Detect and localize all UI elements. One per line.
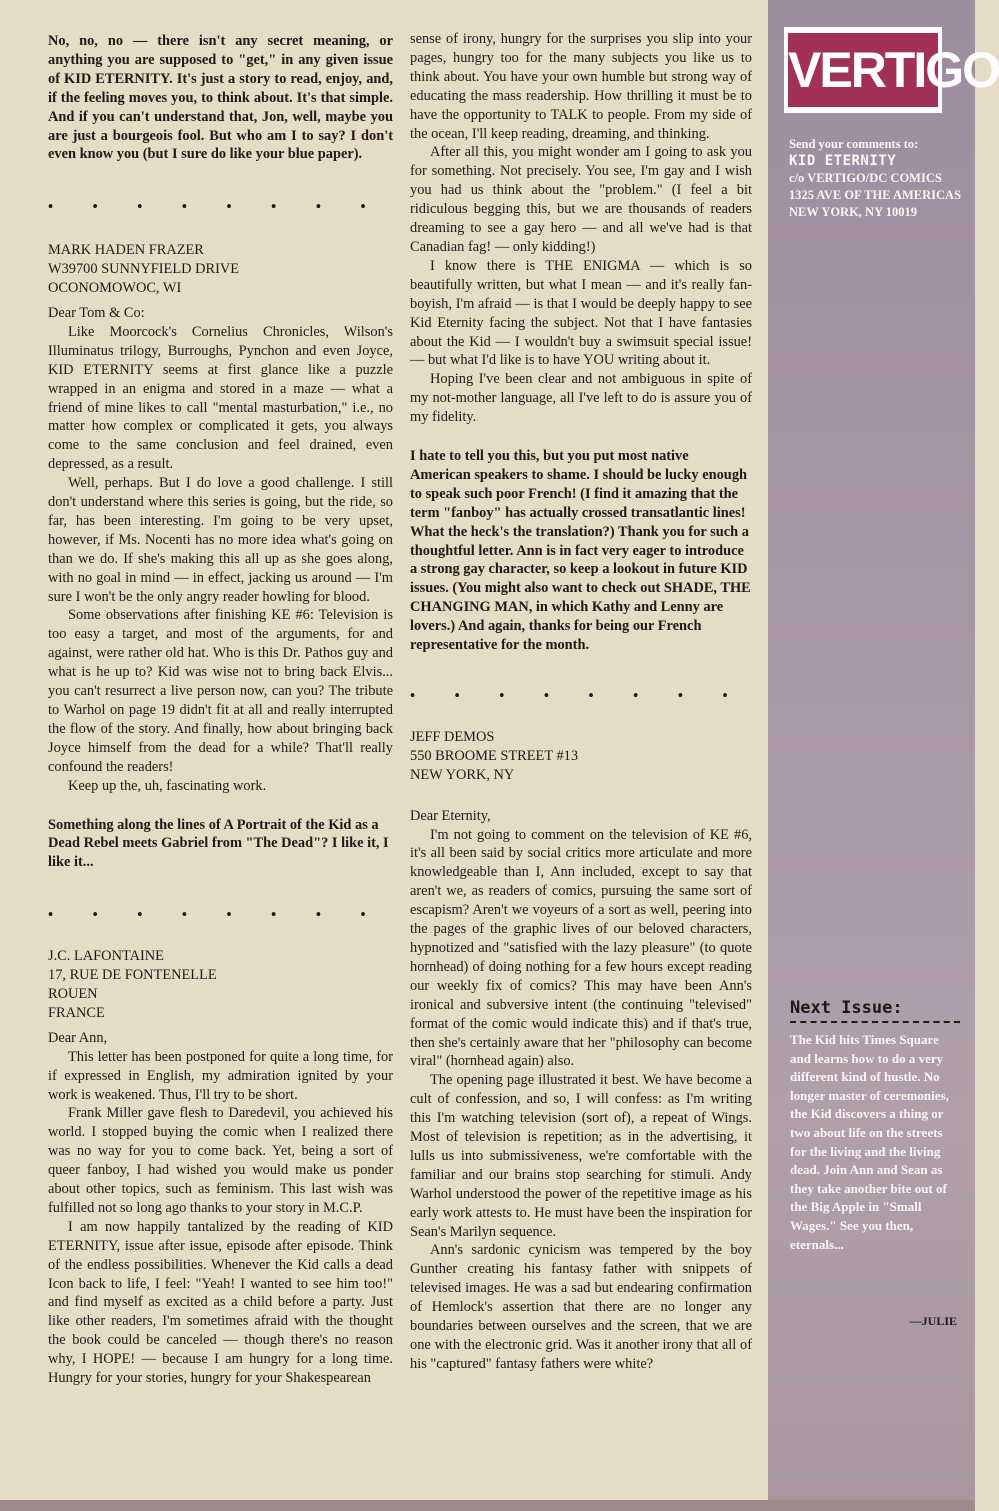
letter-paragraph: Well, perhaps. But I do love a good challenge. I still don't understand where this series is going, but the ride, so far, has been interesting. I'm going to be very upset, however, if Ms. Nocenti has no more idea what's going on than we do. If she's making this all up as she goes along, with no goal in mind — in effect, jacking us around — I'm sure I won't be the only angry reader howling for blood.: [48, 475, 393, 605]
letter-paragraph: This letter has been postponed for quite a long time, for if expressed in English, my admiration ignited by your work is weakened. Thus, I'll try to be short.: [48, 1048, 393, 1103]
letter-address: 550 BROOME STREET #13: [410, 747, 579, 764]
column-right: [410, 30, 752, 1374]
letter-paragraph: Frank Miller gave flesh to Daredevil, you achieved his world. I stopped buying the comic when I realized there was no way for you to come back. Yet, being a sort of queer fanboy, I had wished you would make us ponder about other topics, such as feminism. This last wish was fulfilled not so long ago thanks to your story in M.C.P.: [48, 1105, 393, 1216]
send-line: c/o VERTIGO/DC COMICS: [789, 171, 942, 185]
letter-author: JEFF DEMOS: [410, 728, 495, 745]
editor-signoff: —JULIE: [909, 1314, 957, 1328]
letter-paragraph: Hoping I've been clear and not ambiguous in spite of my not-mother language, all I've left to do is assure you of my fidelity.: [410, 371, 752, 426]
letter-paragraph: Keep up the, uh, fascinating work.: [68, 777, 267, 794]
separator-dots: • • • • • • • •: [410, 688, 746, 704]
letter-paragraph: Some observations after finishing KE #6: Television is too easy a target, and most of the arguments, for and against, were rather old hat. Who is this Dr. Pathos guy and what is he up to? Kid was wise not to bring back Elvis... you can't resurrect a live person now, can you? The tribute to Warhol on page 19 didn't fit at all and really interrupted the flow of the story. And finally, how about bringing back Joyce himself from the dead for a while? That'll really confound the readers!: [48, 607, 393, 775]
separator-dots: • • • • • • • •: [48, 907, 384, 924]
vertigo-logo: [784, 27, 999, 113]
column-left: [48, 32, 393, 1388]
separator-dots: • • • • • • • •: [48, 199, 384, 216]
sidebar-panel: [768, 0, 975, 1500]
send-comments-address: [789, 136, 964, 221]
letter-paragraph: I am now happily tantalized by the reading of KID ETERNITY, issue after issue, episode after episode. Think of the endless possibilities. Whenever the Kid calls a dead Icon back to life, I feel: "Yeah! I wanted to see him too!" and find myself as excited as a child before a party. Just like other readers, I'm sometimes afraid with the thought the book could be canceled — though there's no reason why, I HOPE! — because I am hungry for a long time. Hungry for your stories, hungry for your Shakespearean: [48, 1218, 393, 1387]
letter-address: W39700 SUNNYFIELD DRIVE: [48, 261, 240, 278]
letter-paragraph: The opening page illustrated it best. We have become a cult of confession, and so, I will confess: as I'm writing this I'm watching television (sort of), a repeat of Wings. Most of television is repetition; as in the advertising, it lulls us into submissiveness, we're comfortable with the familiar and our brains stop searching for stimuli. Andy Warhol understood the power of the repetitive image as his early work attests to. He must have been the inspiration for Sean's Marilyn sequence.: [410, 1072, 752, 1240]
page-bottom-edge: [0, 1500, 975, 1511]
letter-paragraph: Like Moorcock's Cornelius Chronicles, Wilson's Illuminatus trilogy, Burroughs, Pynchon and even Joyce, KID ETERNITY seems at first glance like a puzzle wrapped in an enigma and stored in a maze — what a friend of mine likes to call "mental masturbation," i.e., no matter how complex or complicated it gets, you always come to the same conclusion and feel drained, even depressed, as a result.: [48, 323, 393, 473]
send-line: Send your comments to:: [789, 137, 919, 151]
editor-reply: I hate to tell you this, but you put most native American speakers to shame. I should be lucky enough to speak such poor French! (I find it amazing that the term "fanboy" has actually crossed transatlantic lines! What the heck's the translation?) Thank you for such a thoughtful letter. Ann is in fact very eager to introduce a strong gay character, so keep a lookout in future KID issues. (You might also want to check out SHADE, THE CHANGING MAN, in which Kathy and Lenny are lovers.) And again, thanks for being our French representative for the month.: [410, 448, 751, 654]
letter-paragraph: I'm not going to comment on the television of KE #6, it's all been said by social critics more articulate and more knowledgeable than I, Ann included, except to say that aren't we, as readers of comics, pursuing the same sort of escapism? Aren't we voyeurs of a sort as well, peering into the pages of the graphic lives of our beloved characters, hypnotized and "satisfied with the lazy pleasure" (to quote hornhead) of doing nothing for a few hours except reading our weekly fix of comics? This may have been Ann's ironical and subversive intent (the continuing "televised" format of the comic would indicate this) and if that's true, then she's certainly aware that her "philosophy can become viral" (hornhead again) also.: [410, 826, 752, 1070]
letter-address: NEW YORK, NY: [410, 766, 515, 783]
send-line: KID ETERNITY: [789, 153, 897, 169]
vertigo-logo-text: VERTIGO: [788, 33, 938, 107]
next-issue-title: Next Issue:: [790, 998, 960, 1023]
letter-address: OCONOMOWOC, WI: [48, 280, 182, 297]
send-line: NEW YORK, NY 10019: [789, 205, 918, 219]
letter-paragraph: I know there is THE ENIGMA — which is so beautifully written, but what I mean — and it's really fan-boyish, I'm afraid — is that I would be deeply happy to see Kid Eternity facing the subject. Not that I have fantasies about the Kid — I wouldn't buy a swimsuit special issue! — but what I'd like is to have YOU writing about it.: [410, 257, 752, 369]
letter-author: J.C. LAFONTAINE: [48, 948, 164, 965]
editor-reply: Something along the lines of A Portrait of the Kid as a Dead Rebel meets Gabriel from "The Dead"? I like it, I like it...: [48, 816, 389, 871]
letter-address: FRANCE: [48, 1004, 105, 1021]
letter-address: ROUEN: [48, 985, 98, 1002]
letter-author: MARK HADEN FRAZER: [48, 242, 204, 259]
letter-paragraph: Ann's sardonic cynicism was tempered by the boy Gunther creating his fantasy father with snippets of televised images. He was a sad but endearing confirmation of Hemlock's assertion that there are no longer any boundaries between ourselves and the screen, that we are one with the electronic grid. Was it another irony that all of his "captured" fantasy fathers were white?: [410, 1242, 752, 1372]
letter-paragraph: sense of irony, hungry for the surprises you slip into your pages, hungry too for the many subjects you like us to think about. You have your own humble but strong way of educating the mass readership. How thrilling it must be to have the opportunity to TALK to people. From my side of the ocean, I'll keep reading, dreaming, and thinking.: [410, 31, 752, 142]
salutation: Dear Tom & Co:: [48, 304, 145, 321]
letter-paragraph: After all this, you might wonder am I going to ask you for something. Not precisely. You see, I'm gay and I wish you had us think about the "problem." (I feel a bit ridiculous begging this, but we are thousands of readers dreaming to see a gay hero — and all we've had is that Canadian fag! — only kidding!): [410, 144, 752, 255]
editor-reply: No, no, no — there isn't any secret meaning, or anything you are supposed to "get," in any given issue of KID ETERNITY. It's just a story to read, enjoy, and, if the feeling moves you, to think about. It's that simple. And if you can't understand that, Jon, well, maybe you are just a bourgeois fool. But who am I to say? I don't even know you (but I sure do like your blue paper).: [48, 33, 393, 163]
letter-address: 17, RUE DE FONTENELLE: [48, 967, 217, 984]
next-issue-blurb: The Kid hits Times Square and learns how to do a very different kind of hustle. No longer master of ceremonies, the Kid discovers a thing or two about life on the streets for the living and the living dead. Join Ann and Sean as they take another bite out of the Big Apple in "Small Wages." See you then, eternals...: [790, 1032, 949, 1252]
salutation: Dear Ann,: [48, 1029, 108, 1046]
send-line: 1325 AVE OF THE AMERICAS: [789, 188, 962, 202]
salutation: Dear Eternity,: [410, 807, 491, 824]
